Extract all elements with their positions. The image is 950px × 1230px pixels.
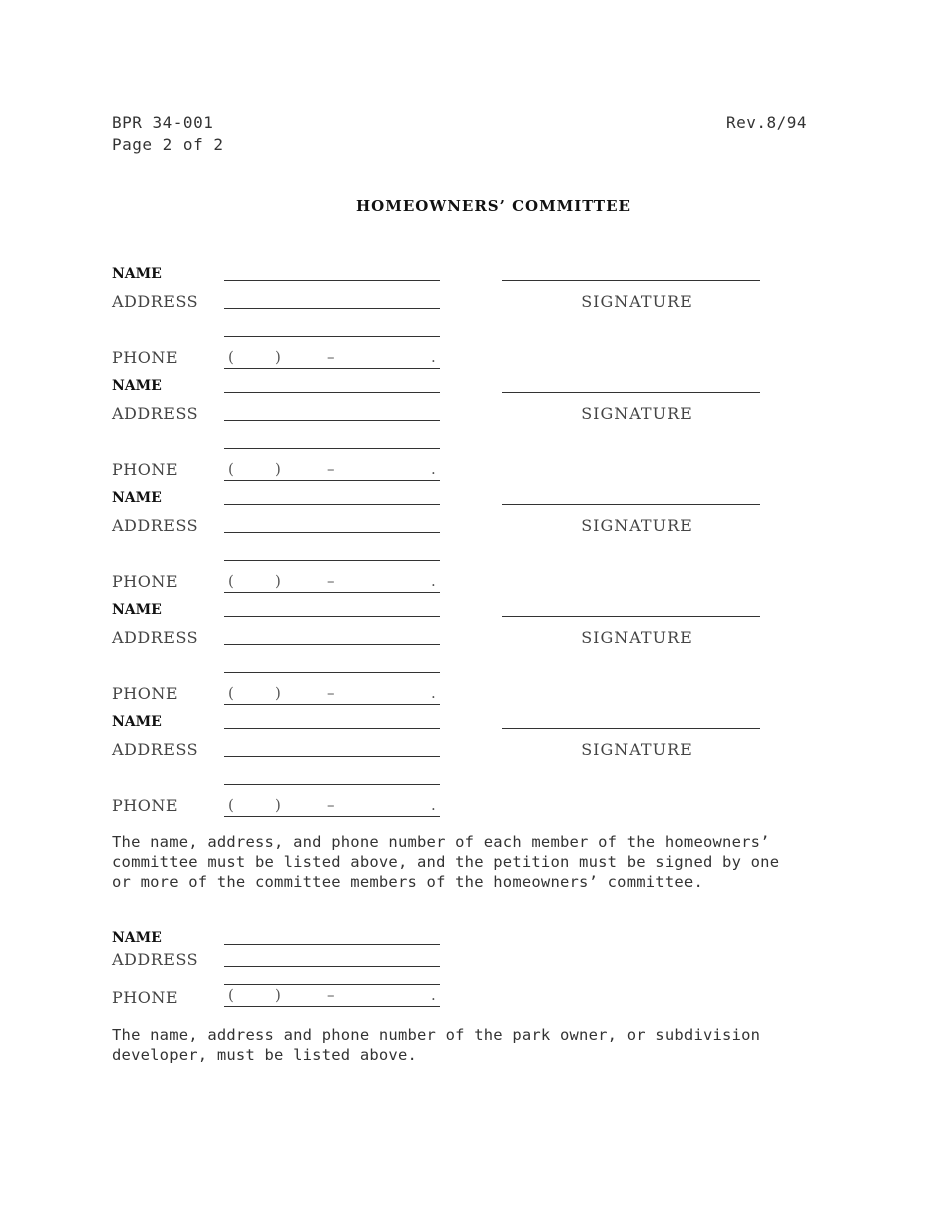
owner-phone-field[interactable] xyxy=(224,986,440,1007)
signature-label: SIGNATURE xyxy=(581,292,693,311)
phone-dot: . xyxy=(431,684,436,702)
name-label: NAME xyxy=(112,378,162,394)
signature-label: SIGNATURE xyxy=(581,516,693,535)
phone-label: PHONE xyxy=(112,796,179,815)
phone-field[interactable] xyxy=(224,572,440,593)
address-field-line-1[interactable] xyxy=(224,308,440,309)
phone-dot: . xyxy=(431,986,436,1004)
signature-label: SIGNATURE xyxy=(581,628,693,647)
name-field[interactable] xyxy=(224,728,440,729)
name-label: NAME xyxy=(112,490,162,506)
name-field[interactable] xyxy=(224,392,440,393)
phone-dash: – xyxy=(327,348,335,366)
phone-open-paren: ( xyxy=(228,986,234,1004)
page-number: Page 2 of 2 xyxy=(112,135,224,154)
address-field-line-1[interactable] xyxy=(224,756,440,757)
address-label: ADDRESS xyxy=(112,292,199,311)
phone-open-paren: ( xyxy=(228,460,234,478)
signature-label: SIGNATURE xyxy=(581,740,693,759)
name-label: NAME xyxy=(112,266,162,282)
phone-dash: – xyxy=(327,572,335,590)
phone-dash: – xyxy=(327,684,335,702)
phone-field[interactable] xyxy=(224,684,440,705)
phone-close-paren: ) xyxy=(275,796,281,814)
address-field-line-2[interactable] xyxy=(224,448,440,449)
address-label: ADDRESS xyxy=(112,628,199,647)
name-label: NAME xyxy=(112,602,162,618)
address-field-line-1[interactable] xyxy=(224,420,440,421)
phone-field[interactable] xyxy=(224,796,440,817)
name-field[interactable] xyxy=(224,280,440,281)
address-field-line-2[interactable] xyxy=(224,672,440,673)
name-field[interactable] xyxy=(224,504,440,505)
form-number: BPR 34-001 xyxy=(112,113,214,132)
owner-address-field-line-2[interactable] xyxy=(224,984,440,985)
signature-field[interactable] xyxy=(502,504,760,505)
owner-instructions: The name, address and phone number of the park owner, or subdivision developer, must be listed above. xyxy=(112,1026,761,1064)
phone-label: PHONE xyxy=(112,348,179,367)
owner-name-field[interactable] xyxy=(224,944,440,945)
phone-dot: . xyxy=(431,348,436,366)
owner-address-field-line-1[interactable] xyxy=(224,966,440,967)
phone-close-paren: ) xyxy=(275,986,281,1004)
phone-open-paren: ( xyxy=(228,684,234,702)
phone-close-paren: ) xyxy=(275,460,281,478)
address-label: ADDRESS xyxy=(112,404,199,423)
committee-instructions: The name, address, and phone number of each member of the homeowners’ committee must be listed above, and the petition must be signed by one or more of the committee members of the homeowners’ committee. xyxy=(112,833,780,891)
phone-label: PHONE xyxy=(112,684,179,703)
phone-open-paren: ( xyxy=(228,796,234,814)
phone-close-paren: ) xyxy=(275,684,281,702)
name-label: NAME xyxy=(112,714,162,730)
signature-field[interactable] xyxy=(502,280,760,281)
address-field-line-2[interactable] xyxy=(224,560,440,561)
phone-field[interactable] xyxy=(224,348,440,369)
phone-close-paren: ) xyxy=(275,348,281,366)
name-field[interactable] xyxy=(224,616,440,617)
phone-dot: . xyxy=(431,796,436,814)
address-label: ADDRESS xyxy=(112,740,199,759)
revision-date: Rev.8/94 xyxy=(726,113,808,132)
phone-dot: . xyxy=(431,460,436,478)
owner-phone-label: PHONE xyxy=(112,988,179,1007)
phone-dot: . xyxy=(431,572,436,590)
page-title: HOMEOWNERS’ COMMITTEE xyxy=(356,197,631,215)
address-field-line-2[interactable] xyxy=(224,784,440,785)
signature-field[interactable] xyxy=(502,616,760,617)
signature-field[interactable] xyxy=(502,392,760,393)
phone-field[interactable] xyxy=(224,460,440,481)
owner-name-label: NAME xyxy=(112,930,162,946)
address-field-line-1[interactable] xyxy=(224,532,440,533)
address-field-line-2[interactable] xyxy=(224,336,440,337)
phone-dash: – xyxy=(327,460,335,478)
owner-address-label: ADDRESS xyxy=(112,950,199,969)
phone-open-paren: ( xyxy=(228,348,234,366)
phone-open-paren: ( xyxy=(228,572,234,590)
signature-label: SIGNATURE xyxy=(581,404,693,423)
phone-label: PHONE xyxy=(112,572,179,591)
phone-label: PHONE xyxy=(112,460,179,479)
address-label: ADDRESS xyxy=(112,516,199,535)
address-field-line-1[interactable] xyxy=(224,644,440,645)
phone-close-paren: ) xyxy=(275,572,281,590)
phone-dash: – xyxy=(327,796,335,814)
signature-field[interactable] xyxy=(502,728,760,729)
phone-dash: – xyxy=(327,986,335,1004)
